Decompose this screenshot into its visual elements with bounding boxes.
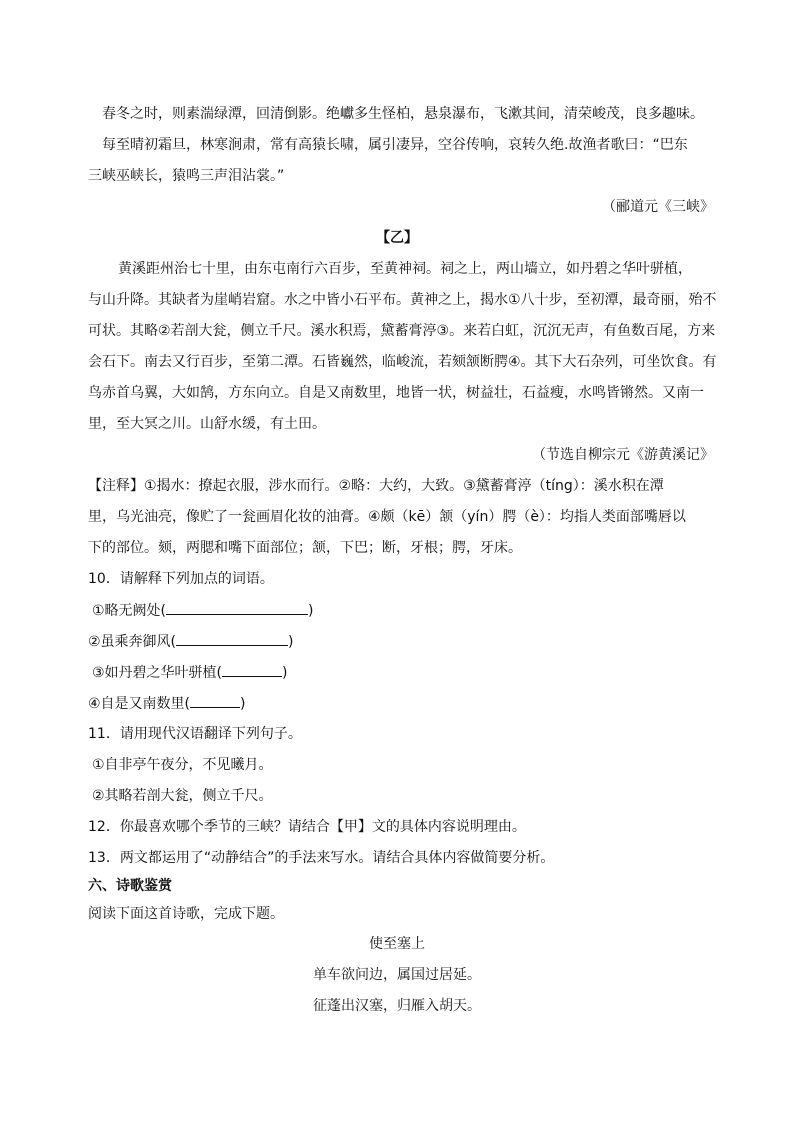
yi-text-line: 会石下。南去又行百步，至第二潭。石皆巍然，临峻流，若颏颔断腭④。其下大石杂列，可坐饮食。有: [88, 354, 717, 370]
q10-item-text: ④自是又南数里(: [88, 696, 191, 712]
yi-text-line: 里，至大冥之川。山舒水缓，有土田。: [88, 416, 326, 432]
answer-blank[interactable]: [176, 631, 288, 646]
poem-title: 使至塞上: [369, 936, 425, 952]
question-11-title: 11．请用现代汉语翻译下列句子。: [88, 726, 302, 742]
yi-heading: 【乙】: [376, 230, 418, 246]
question-12: 12．你最喜欢哪个季节的三峡？请结合【甲】文的具体内容说明理由。: [88, 819, 526, 835]
jia-text-line: 三峡巫峡长，猿鸣三声泪沾裳。”: [88, 168, 285, 184]
answer-blank[interactable]: [166, 600, 308, 615]
q10-item-close: ): [240, 696, 246, 712]
section-heading: 六、诗歌鉴赏: [88, 878, 172, 894]
answer-blank[interactable]: [190, 693, 240, 708]
notes-line: 里，乌光油亮，像贮了一瓮画眉化妆的油膏。④颇（kē）颔（yín）腭（è）：均指人类面部嘴唇以: [88, 509, 686, 525]
q10-item-text: ②虽乘奔御风(: [88, 634, 177, 650]
answer-blank[interactable]: [222, 662, 282, 677]
yi-source: （节选自柳宗元《游黄溪记》: [532, 447, 714, 463]
notes-line: 【注释】①揭水：撩起衣服，涉水而行。②略：大约，大致。③黛蓄膏渟（tíng）：溪水积在潭: [88, 478, 664, 494]
q11-item: ①自非亭午夜分，不见曦月。: [92, 757, 273, 773]
q10-item-text: ③如丹碧之华叶骈植(: [92, 665, 223, 681]
yi-text-line: 可状。其略②若剖大瓮，侧立千尺。溪水积焉，黛蓄膏渟③。来若白虹，沉沉无声，有鱼数百尾，方来: [88, 323, 716, 339]
poem-line: 征蓬出汉塞，归雁入胡天。: [313, 998, 481, 1014]
section-intro: 阅读下面这首诗歌，完成下题。: [88, 906, 284, 922]
q11-item: ②其略若剖大瓮，侧立千尺。: [92, 788, 273, 804]
q10-item-close: ): [282, 665, 288, 681]
q10-item-close: ): [288, 634, 294, 650]
q10-item-close: ): [308, 603, 314, 619]
q10-item: [92, 600, 313, 621]
q10-item-text: ①略无阙处(: [92, 603, 167, 619]
yi-text-line: 黄溪距州治七十里，由东屯南行六百步，至黄神祠。祠之上，两山墙立，如丹碧之华叶骈植，: [118, 261, 692, 277]
jia-text-line: 每至晴初霜旦，林寒涧肃，常有高猿长啸，属引凄异，空谷传响，哀转久绝.故渔者歌曰：“巴东: [102, 137, 688, 153]
q10-item: [92, 662, 287, 683]
question-10-title: 10．请解释下列加点的词语。: [88, 571, 274, 587]
jia-source: （郦道元《三峡》: [602, 199, 714, 215]
q10-item: [88, 693, 245, 714]
yi-text-line: 鸟赤首乌翼，大如鹄，方东向立。自是又南数里，地皆一状，树益壮，石益瘦，水鸣皆锵然。又南一: [88, 385, 704, 401]
question-13: 13．两文都运用了“动静结合”的手法来写水。请结合具体内容做简要分析。: [88, 850, 555, 866]
jia-text-line: 春冬之时，则素湍绿潭，回清倒影。绝巘多生怪柏，悬泉瀑布，飞漱其间，清荣峻茂，良多趣味。: [102, 106, 704, 122]
q10-item: [88, 631, 293, 652]
notes-line: 下的部位。颏，两腮和嘴下面部位；颔，下巴；断，牙根；腭，牙床。: [88, 540, 522, 556]
poem-line: 单车欲问边，属国过居延。: [313, 967, 481, 983]
yi-text-line: 与山升降。其缺者为崖峭岩窟。水之中皆小石平布。黄神之上，揭水①八十步，至初潭，最奇丽，殆不: [88, 292, 717, 308]
